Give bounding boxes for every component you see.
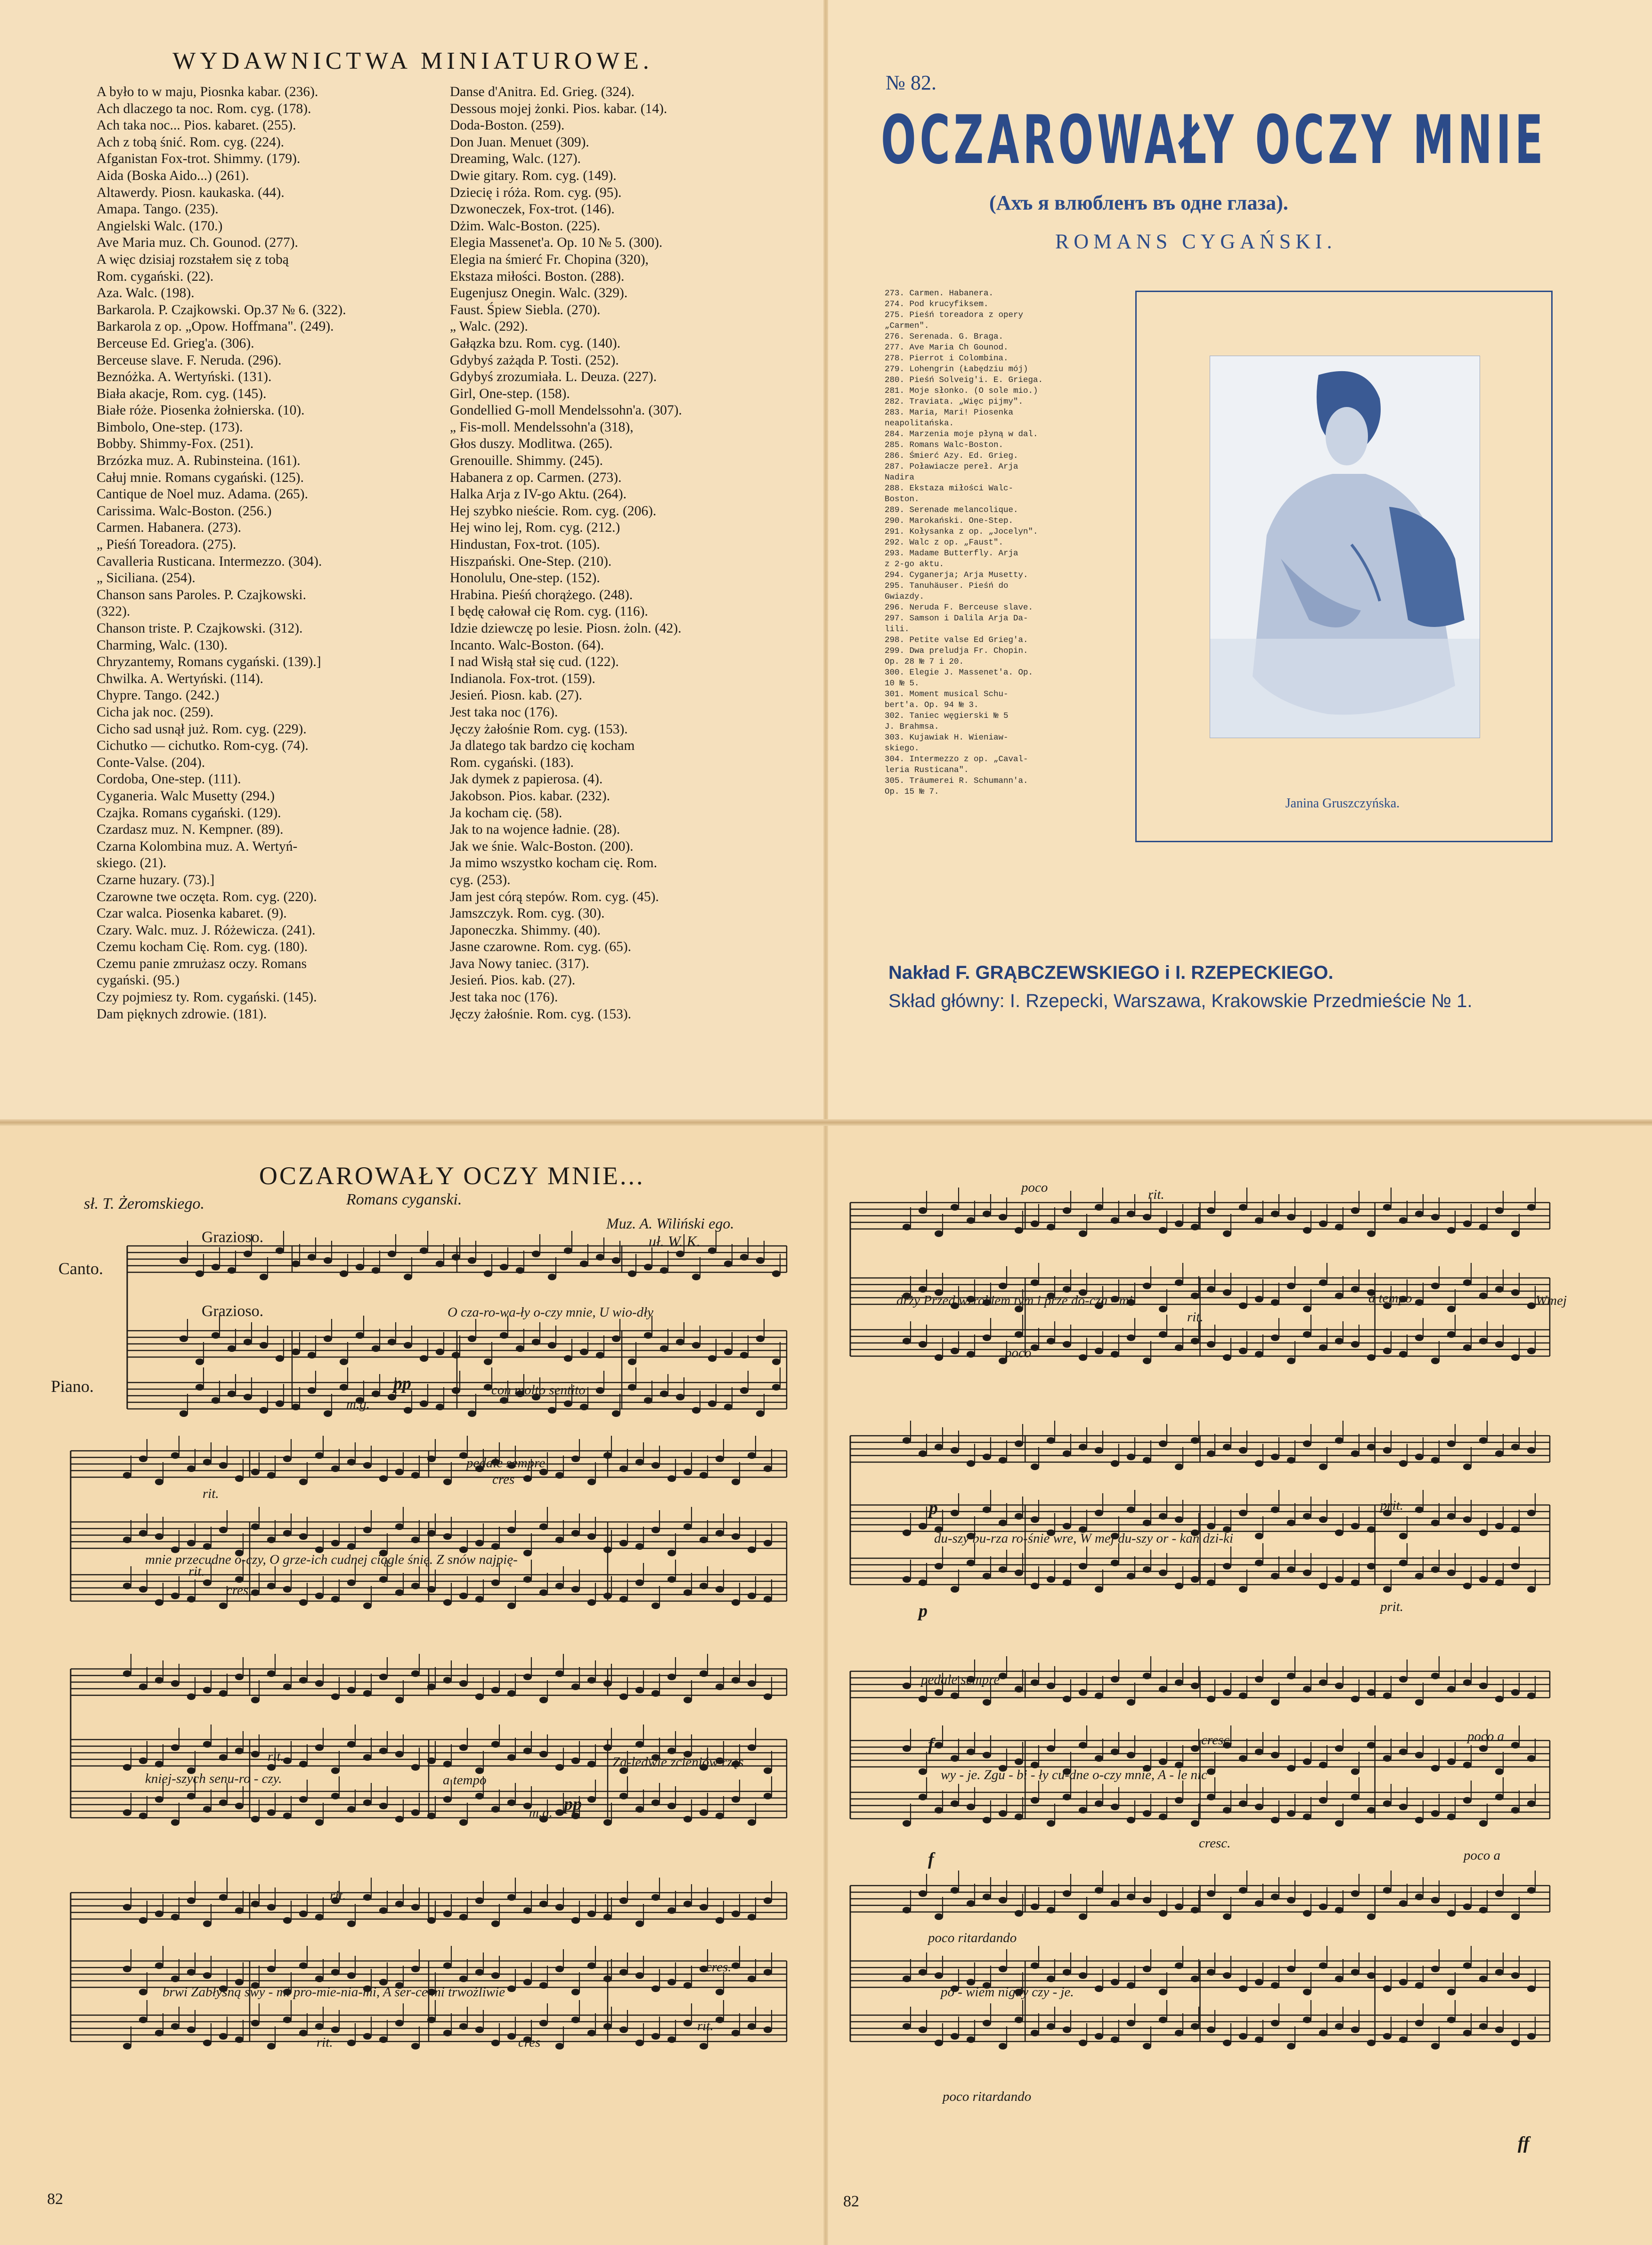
- catalog-entry: Białe róże. Piosenka żołnierska. (10).: [97, 403, 305, 418]
- dynamic-mark: prit.: [1380, 1498, 1404, 1513]
- catalog-entry: Conte-Valse. (204).: [97, 755, 205, 770]
- catalog-entry: Charming, Walc. (130).: [97, 637, 228, 653]
- catalog-entry: Aida (Boska Aido...) (261).: [97, 168, 249, 183]
- series-list-item: Gwiazdy.: [885, 592, 925, 602]
- series-list-item: 300. Elegie J. Massenet'a. Op.: [885, 668, 1034, 677]
- series-list-item: 297. Samson i Dalila Arja Da-: [885, 614, 1028, 623]
- dynamic-mark: poco ritardando: [928, 1930, 1017, 1945]
- catalog-entry: Faust. Śpiew Siebla. (270).: [450, 302, 601, 317]
- dynamic-mark: rit.: [268, 1749, 284, 1764]
- dynamic-mark: poco a: [1467, 1729, 1505, 1744]
- catalog-entry: Angielski Walc. (170.): [97, 218, 223, 234]
- catalog-entry: „ Pieśń Toreadora. (275).: [97, 537, 236, 553]
- song-subtitle-russian: (Ахъ я влюбленъ въ одне глаза).: [989, 191, 1288, 214]
- series-list-item: „Carmen".: [885, 321, 929, 331]
- series-list-item: 273. Carmen. Habanera.: [885, 289, 994, 298]
- catalog-entry: A było to w maju, Piosnka kabar. (236).: [97, 84, 318, 99]
- catalog-entry: Jak to na wojence ładnie. (28).: [450, 822, 620, 838]
- catalog-entry: Habanera z op. Carmen. (273).: [450, 470, 622, 485]
- catalog-entry: Cicho sad usnął już. Rom. cyg. (229).: [97, 721, 307, 737]
- catalog-entry: Brzózka muz. A. Rubinsteina. (161).: [97, 453, 301, 469]
- catalog-entry: Idzie dziewczę po lesie. Piosn. żoln. (42).: [450, 621, 682, 636]
- arranger-credit: uł. W. K.: [649, 1233, 700, 1250]
- lyrics-left-3b: Za-ledwie zcieniów rzęs: [612, 1755, 744, 1770]
- series-list-item: 274. Pod krucyfiksem.: [885, 300, 989, 309]
- dynamic-mark: poco: [1021, 1180, 1048, 1195]
- series-list-item: 303. Kujawiak H. Wieniaw-: [885, 733, 1009, 742]
- catalog-entry: Honolulu, One-step. (152).: [450, 570, 600, 586]
- catalog-entry: Dwie gitary. Rom. cyg. (149).: [450, 168, 617, 183]
- tempo-piano: Grazioso.: [202, 1302, 264, 1320]
- song-genre: ROMANS CYGAŃSKI.: [1055, 230, 1337, 253]
- catalog-entry: Hej szybko nieście. Rom. cyg. (206).: [450, 503, 657, 519]
- series-list-item: 276. Serenada. G. Braga.: [885, 332, 1004, 342]
- dynamic-mark: rit.: [697, 2018, 714, 2034]
- dynamic-mark: f: [928, 1735, 934, 1755]
- publisher-address: Skład główny: I. Rzepecki, Warszawa, Krakowskie Przedmieście № 1.: [888, 991, 1473, 1011]
- catalog-entry: Chanson triste. P. Czajkowski. (312).: [97, 621, 303, 636]
- catalog-entry: Afganistan Fox-trot. Shimmy. (179).: [97, 151, 301, 167]
- catalog-entry: Jęczy żałośnie. Rom. cyg. (153).: [450, 1006, 632, 1022]
- catalog-entry: Biała akacje, Rom. cyg. (145).: [97, 386, 267, 401]
- catalog-entry: Hej wino lej, Rom. cyg. (212.): [450, 520, 620, 536]
- catalog-entry: Barkarola. P. Czajkowski. Op.37 № 6. (322).: [97, 302, 346, 317]
- dynamic-mark: a tempo: [1368, 1291, 1412, 1306]
- series-list-item: 281. Moje słonko. (O sole mio.): [885, 386, 1038, 396]
- dynamic-mark: cresc.: [1201, 1733, 1233, 1748]
- series-list-item: Nadira: [885, 473, 915, 482]
- catalog-entry: Ave Maria muz. Ch. Gounod. (277).: [97, 235, 298, 251]
- catalog-entry: Jasne czarowne. Rom. cyg. (65).: [450, 939, 632, 955]
- catalog-entry: Girl, One-step. (158).: [450, 386, 570, 401]
- catalog-entry: Dessous mojej żonki. Pios. kabar. (14).: [450, 101, 667, 116]
- series-list-item: 284. Marzenia moje płyną w dal.: [885, 430, 1038, 439]
- catalog-entry: Elegia na śmierć Fr. Chopina (320),: [450, 252, 649, 267]
- lyrics-left-2: mnie przecudne o-czy, O grze-ich cudnej ciągle śnię. Z snów najpię-: [145, 1552, 518, 1567]
- catalog-entry: Carissima. Walc-Boston. (256.): [97, 503, 272, 519]
- lyrics-left-3: kniej-szych senu-ro - czy.: [145, 1771, 282, 1786]
- lyrics-right-1b: Wmej: [1536, 1293, 1567, 1308]
- catalog-title: WYDAWNICTWA MINIATUROWE.: [172, 48, 653, 74]
- catalog-entry: Czary. Walc. muz. J. Różewicza. (241).: [97, 922, 316, 938]
- series-list-item: Op. 15 № 7.: [885, 787, 939, 797]
- dynamic-mark: rit.: [1148, 1187, 1164, 1202]
- catalog-entry: Japoneczka. Shimmy. (40).: [450, 922, 601, 938]
- catalog-entry: Eugenjusz Onegin. Walc. (329).: [450, 285, 628, 301]
- series-list-item: 295. Tanuhäuser. Pieśń do: [885, 581, 1009, 591]
- series-list-item: 289. Serenade melancolique.: [885, 505, 1018, 515]
- dynamic-mark: rit.: [317, 2035, 333, 2050]
- lyrics-right-3: wy - je. Zgu - bi - ły cu-dne o-czy mnie, A - le nic: [941, 1767, 1207, 1782]
- catalog-entry: Java Nowy taniec. (317).: [450, 956, 589, 971]
- catalog-entry: Elegia Massenet'a. Op. 10 № 5. (300).: [450, 235, 663, 251]
- series-list-item: skiego.: [885, 744, 920, 753]
- catalog-entry: Cicha jak noc. (259).: [97, 704, 214, 720]
- series-list-item: 279. Lohengrin (Łabędziu mój): [885, 365, 1028, 374]
- series-list-item: 298. Petite valse Ed Grieg'a.: [885, 635, 1028, 645]
- series-list-item: 288. Ekstaza miłości Walc-: [885, 484, 1014, 493]
- series-list-item: 304. Intermezzo z op. „Caval-: [885, 755, 1028, 764]
- catalog-entry: Cantique de Noel muz. Adama. (265).: [97, 487, 308, 502]
- series-list-item: J. Brahmsa.: [885, 722, 939, 732]
- series-list-item: Op. 28 № 7 i 20.: [885, 657, 964, 667]
- dynamic-mark: poco: [1005, 1345, 1032, 1360]
- catalog-entry: Jęczy żałośnie Rom. cyg. (153).: [450, 721, 628, 737]
- catalog-entry: Rom. cygański. (22).: [97, 268, 214, 284]
- catalog-entry: Czar walca. Piosenka kabaret. (9).: [97, 906, 287, 921]
- catalog-entry: Gdybyś zrozumiała. L. Deuza. (227).: [450, 369, 657, 385]
- series-list-item: 287. Poławiacze pereł. Arja: [885, 462, 1018, 472]
- dynamic-mark: pp: [564, 1794, 582, 1814]
- catalog-entry: skiego. (21).: [97, 855, 167, 871]
- catalog-entry: „ Walc. (292).: [450, 319, 528, 334]
- dynamic-mark: p: [919, 1601, 928, 1621]
- series-list-item: z 2-go aktu.: [885, 560, 944, 569]
- lyricist-credit: sł. T. Żeromskiego.: [84, 1195, 204, 1212]
- dynamic-mark: pp: [393, 1374, 411, 1393]
- page-number-right: 82: [843, 2193, 859, 2210]
- series-list-item: lili.: [885, 625, 910, 634]
- catalog-entry: Dziecię i róża. Rom. cyg. (95).: [450, 185, 622, 200]
- series-list-item: 282. Traviata. „Więc pijmy".: [885, 397, 1024, 407]
- dynamic-mark: ff: [1518, 2133, 1530, 2153]
- series-list-item: bert'a. Op. 94 № 3.: [885, 700, 979, 710]
- series-list-item: 285. Romans Walc-Boston.: [885, 440, 1004, 450]
- catalog-entry: Jak dymek z papierosa. (4).: [450, 772, 603, 787]
- catalog-entry: Jest taka noc (176).: [450, 704, 558, 720]
- series-list-item: 286. Śmierć Azy. Ed. Grieg.: [885, 451, 1018, 461]
- dynamic-mark: cres: [518, 2035, 541, 2050]
- catalog-entry: Czy pojmiesz ty. Rom. cygański. (145).: [97, 990, 317, 1005]
- dynamic-mark: prit.: [1380, 1599, 1404, 1614]
- catalog-entry: Berceuse Ed. Grieg'a. (306).: [97, 335, 254, 351]
- catalog-entry: Gdybyś zażąda P. Tosti. (252).: [450, 352, 619, 368]
- series-list-item: 292. Walc z op. „Faust".: [885, 538, 1004, 547]
- series-list-item: 278. Pierrot i Colombina.: [885, 354, 1009, 363]
- dynamic-mark: rit.: [1187, 1310, 1204, 1325]
- catalog-entry: Czardasz muz. N. Kempner. (89).: [97, 822, 284, 838]
- page-number-left: 82: [47, 2190, 63, 2208]
- catalog-entry: Incanto. Walc-Boston. (64).: [450, 637, 604, 653]
- catalog-entry: Dam pięknych zdrowie. (181).: [97, 1006, 267, 1022]
- dynamic-mark: con molto sentito: [491, 1383, 586, 1398]
- series-list-item: 290. Marokański. One-Step.: [885, 516, 1014, 526]
- catalog-entry: Gondellied G-moll Mendelssohn'a. (307).: [450, 403, 682, 418]
- catalog-entry: Rom. cygański. (183).: [450, 755, 574, 770]
- tempo-canto: Grazioso.: [202, 1228, 264, 1246]
- canto-label: Canto.: [58, 1259, 103, 1278]
- issue-number: № 82.: [886, 71, 936, 94]
- publisher-line: Nakład F. GRĄBCZEWSKIEGO i I. RZEPECKIEGO.: [888, 962, 1334, 983]
- catalog-entry: Ja dlatego tak bardzo cię kocham: [450, 738, 635, 754]
- catalog-column-1: [97, 84, 436, 1023]
- catalog-entry: Czemu kocham Cię. Rom. cyg. (180).: [97, 939, 308, 955]
- catalog-entry: Cordoba, One-step. (111).: [97, 772, 241, 787]
- catalog-entry: Gałązka bzu. Rom. cyg. (140).: [450, 335, 621, 351]
- portrait-image: [1210, 356, 1480, 738]
- catalog-entry: Całuj mnie. Romans cygański. (125).: [97, 470, 304, 485]
- catalog-entry: Ja kocham cię. (58).: [450, 805, 562, 821]
- catalog-entry: Grenouille. Shimmy. (245).: [450, 453, 603, 469]
- dynamic-mark: poco a: [1464, 1848, 1501, 1863]
- catalog-entry: Beznóżka. A. Wertyński. (131).: [97, 369, 272, 385]
- catalog-entry: Czajka. Romans cygański. (129).: [97, 805, 281, 821]
- dynamic-mark: a tempo: [443, 1773, 487, 1788]
- portrait-photo: [1210, 356, 1480, 738]
- catalog-entry: Dzwoneczek, Fox-trot. (146).: [450, 202, 615, 217]
- catalog-entry: Hrabina. Pieśń chorążego. (248).: [450, 587, 633, 602]
- dynamic-mark: rit.: [188, 1564, 205, 1579]
- series-list-item: 299. Dwa preludja Fr. Chopin.: [885, 646, 1028, 656]
- song-title: OCZAROWAŁY OCZY MNIE: [881, 101, 1547, 179]
- catalog-entry: Jesień. Pios. kab. (27).: [450, 973, 576, 988]
- catalog-entry: Czarowne twe oczęta. Rom. cyg. (220).: [97, 889, 317, 904]
- dynamic-mark: rit.: [203, 1486, 219, 1501]
- series-list-item: 293. Madame Butterfly. Arja: [885, 549, 1018, 558]
- series-list-item: Boston.: [885, 495, 920, 504]
- dynamic-mark: f: [928, 1849, 934, 1869]
- catalog-entry: Hindustan, Fox-trot. (105).: [450, 537, 600, 553]
- lyrics-right-1: drży Przed wzrokiem tym i prze do-cza - mi: [896, 1293, 1133, 1308]
- catalog-entry: Amapa. Tango. (235).: [97, 202, 219, 217]
- catalog-entry: Bobby. Shimmy-Fox. (251).: [97, 436, 254, 452]
- catalog-entry: I będę całował cię Rom. cyg. (116).: [450, 604, 648, 619]
- piano-label: Piano.: [51, 1377, 94, 1396]
- series-list-item: 301. Moment musical Schu-: [885, 690, 1009, 699]
- lyrics-left-1: O cza-ro-wa-ły o-czy mnie, U wio-dły: [448, 1305, 654, 1320]
- catalog-entry: Czarna Kolombina muz. A. Wertyń-: [97, 838, 298, 854]
- dynamic-mark: poco ritardando: [943, 2089, 1032, 2104]
- lyrics-right-4: po - wiem nigdy czy - je.: [941, 1985, 1074, 2000]
- catalog-entry: Czemu panie zmrużasz oczy. Romans: [97, 956, 307, 971]
- catalog-entry: Jakobson. Pios. kabar. (232).: [450, 788, 610, 804]
- catalog-entry: Chwilka. A. Wertyński. (114).: [97, 671, 264, 686]
- catalog-entry: Halka Arja z IV-go Aktu. (264).: [450, 487, 627, 502]
- series-list-item: 305. Träumerei R. Schumann'a.: [885, 776, 1028, 786]
- dynamic-mark: pedale sempre: [921, 1672, 1000, 1687]
- composer-credit: Muz. A. Wiliński ego.: [606, 1215, 734, 1232]
- catalog-entry: Indianola. Fox-trot. (159).: [450, 671, 595, 686]
- catalog-entry: Dreaming, Walc. (127).: [450, 151, 581, 167]
- series-list-item: 280. Pieśń Solveig'i. E. Griega.: [885, 375, 1043, 385]
- catalog-entry: Cyganeria. Walc Musetty (294.): [97, 788, 275, 804]
- catalog-entry: Danse d'Anitra. Ed. Grieg. (324).: [450, 84, 635, 99]
- catalog-entry: Ach z tobą śnić. Rom. cyg. (224).: [97, 134, 285, 150]
- catalog-entry: Ach taka noc... Pios. kabaret. (255).: [97, 118, 296, 133]
- catalog-entry: Czarne huzary. (73).]: [97, 872, 215, 887]
- dynamic-mark: m.g.: [529, 1805, 553, 1820]
- series-list-item: 10 № 5.: [885, 679, 920, 688]
- catalog-entry: Doda-Boston. (259).: [450, 118, 565, 133]
- score-genre: Romans cyganski.: [346, 1191, 462, 1208]
- catalog-entry: (322).: [97, 604, 130, 619]
- catalog-entry: cygański. (95.): [97, 973, 180, 988]
- series-list-item: 302. Taniec węgierski № 5: [885, 711, 1009, 721]
- catalog-entry: Don Juan. Menuet (309).: [450, 134, 589, 150]
- dynamic-mark: cres.: [706, 1960, 732, 1975]
- catalog-entry: Jest taka noc (176).: [450, 990, 558, 1005]
- dynamic-mark: cres: [492, 1472, 515, 1487]
- series-list-item: 296. Neruda F. Berceuse slave.: [885, 603, 1034, 612]
- dynamic-mark: p: [929, 1498, 938, 1518]
- dynamic-mark: cresc.: [1199, 1836, 1231, 1851]
- series-list-item: 294. Cyganerja; Arja Musetty.: [885, 570, 1028, 580]
- catalog-entry: „ Fis-moll. Mendelssohn'a (318),: [450, 419, 634, 435]
- catalog-entry: Aza. Walc. (198).: [97, 285, 195, 301]
- dynamic-mark: cres: [226, 1583, 249, 1598]
- catalog-entry: Chryzantemy, Romans cygański. (139).]: [97, 654, 321, 670]
- catalog-entry: I nad Wisłą stał się cud. (122).: [450, 654, 619, 670]
- catalog-entry: Ach dlaczego ta noc. Rom. cyg. (178).: [97, 101, 311, 116]
- series-list-item: 283. Maria, Mari! Piosenka: [885, 408, 1014, 417]
- series-list-item: 291. Kołysanka z op. „Jocelyn".: [885, 527, 1038, 537]
- catalog-entry: A więc dzisiaj rozstałem się z tobą: [97, 252, 289, 267]
- series-list-item: leria Rusticana".: [885, 765, 969, 775]
- catalog-entry: Barkarola z op. „Opow. Hoffmana". (249).: [97, 319, 334, 334]
- catalog-entry: Cavalleria Rusticana. Intermezzo. (304).: [97, 553, 322, 569]
- catalog-entry: Hiszpański. One-Step. (210).: [450, 553, 612, 569]
- catalog-entry: cyg. (253).: [450, 872, 511, 887]
- series-list-item: neapolitańska.: [885, 419, 954, 428]
- series-list-item: 275. Pieśń toreadora z opery: [885, 310, 1024, 320]
- catalog-entry: Dżim. Walc-Boston. (225).: [450, 218, 601, 234]
- photo-caption: Janina Gruszczyńska.: [1285, 796, 1400, 811]
- catalog-entry: Jak we śnie. Walc-Boston. (200).: [450, 838, 634, 854]
- catalog-entry: Głos duszy. Modlitwa. (265).: [450, 436, 613, 452]
- score-title: OCZAROWAŁY OCZY MNIE...: [259, 1162, 645, 1190]
- catalog-entry: Chanson sans Paroles. P. Czajkowski.: [97, 587, 306, 602]
- catalog-entry: Jamszczyk. Rom. cyg. (30).: [450, 906, 605, 921]
- catalog-entry: „ Siciliana. (254).: [97, 570, 195, 586]
- dynamic-mark: rit.: [330, 1888, 346, 1903]
- lyrics-left-4: brwi Zabłysną swy - mi pro-mie-nia-mi, A ser-ce mi trwożliwie: [163, 1985, 505, 2000]
- catalog-entry: Altawerdy. Piosn. kaukaska. (44).: [97, 185, 285, 200]
- catalog-entry: Ekstaza miłości. Boston. (288).: [450, 268, 625, 284]
- catalog-entry: Jesień. Piosn. kab. (27).: [450, 688, 583, 703]
- lyrics-right-2: du-szy bu-rza ro-śnie wre, W mej du-szy or - kan dzi-ki: [934, 1531, 1233, 1546]
- series-list-item: 277. Ave Maria Ch Gounod.: [885, 343, 1009, 352]
- dynamic-mark: m.g.: [346, 1397, 370, 1412]
- catalog-entry: Jam jest córą stepów. Rom. cyg. (45).: [450, 889, 659, 904]
- series-list: [885, 288, 1120, 797]
- catalog-entry: Bimbolo, One-step. (173).: [97, 419, 243, 435]
- catalog-column-2: [450, 84, 780, 1023]
- catalog-entry: Cichutko — cichutko. Rom-cyg. (74).: [97, 738, 309, 754]
- catalog-entry: Chypre. Tango. (242.): [97, 688, 220, 703]
- catalog-entry: Ja mimo wszystko kocham cię. Rom.: [450, 855, 657, 871]
- catalog-entry: Berceuse slave. F. Neruda. (296).: [97, 352, 282, 368]
- catalog-entry: Carmen. Habanera. (273).: [97, 520, 242, 536]
- dynamic-mark: pedale sempre: [466, 1456, 545, 1471]
